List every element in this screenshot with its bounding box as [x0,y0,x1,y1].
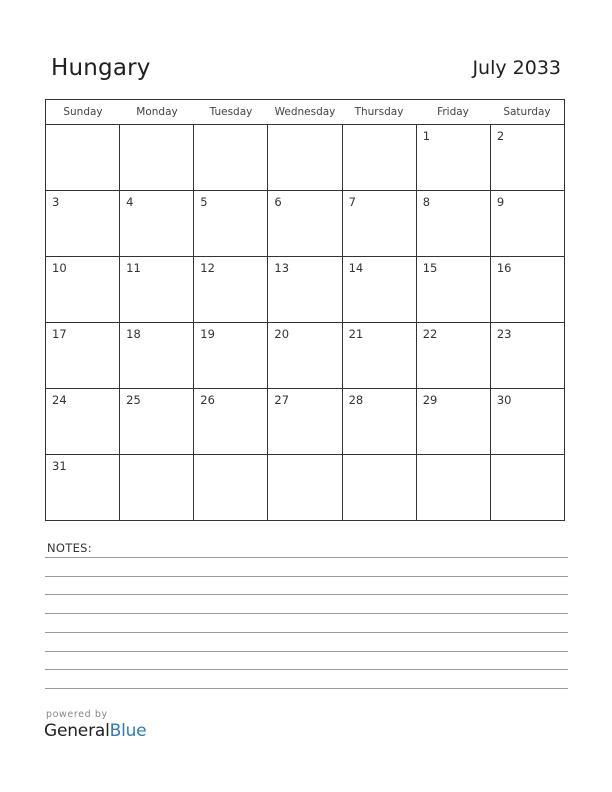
month-year-title: July 2033 [472,57,561,79]
day-cell [417,257,491,322]
day-number: 18 [126,327,141,341]
day-cell [343,323,417,388]
brand-part-general: General [44,721,110,741]
day-number: 2 [496,129,505,143]
day-cell [491,455,564,520]
day-cell [417,455,491,520]
day-cell [46,389,120,454]
day-cell [343,257,417,322]
day-number: 10 [52,261,67,275]
day-number: 14 [348,261,364,275]
day-cell [46,257,120,322]
day-cell [194,389,268,454]
day-cell [120,323,194,388]
day-number: 25 [126,393,141,407]
brand-part-blue: Blue [109,721,147,741]
day-number: 9 [496,195,505,209]
weekday-friday: Friday [437,106,469,118]
day-cell [194,191,268,256]
day-cell [268,323,342,388]
day-cell [491,389,564,454]
day-cell [268,125,342,190]
day-number: 28 [348,393,364,407]
day-cell [268,257,342,322]
note-line [45,613,568,614]
calendar-grid [45,99,565,521]
note-line [45,651,568,652]
day-cell [120,455,194,520]
weekday-thursday: Thursday [354,106,404,118]
day-cell [194,323,268,388]
day-number: 8 [422,195,431,209]
weekday-wednesday: Wednesday [274,106,336,118]
note-line [45,669,568,670]
day-number: 1 [422,129,431,143]
day-number: 15 [422,261,438,275]
day-number: 24 [52,393,67,407]
note-line [45,576,568,577]
week-row-1 [46,125,564,191]
day-number: 31 [52,459,67,473]
day-cell [491,191,564,256]
country-title: Hungary [51,55,151,81]
week-row-4 [46,323,564,389]
day-cell [417,191,491,256]
day-cell [491,323,564,388]
day-cell [417,323,491,388]
day-cell [46,455,120,520]
day-number: 17 [52,327,67,341]
note-line [45,594,568,595]
day-cell [46,323,120,388]
day-number: 11 [126,261,141,275]
day-cell [120,191,194,256]
day-number: 13 [274,261,290,275]
weekday-monday: Monday [136,106,178,118]
day-number: 22 [422,327,438,341]
day-number: 26 [200,393,215,407]
day-number: 6 [274,195,282,209]
day-cell [491,125,564,190]
day-number: 5 [200,195,208,209]
note-line [45,632,568,633]
day-number: 29 [422,393,438,407]
note-line [45,688,568,689]
day-cell [268,191,342,256]
day-cell [343,125,417,190]
note-line [45,557,568,558]
day-number: 19 [200,327,215,341]
day-number: 12 [200,261,215,275]
day-number: 23 [496,327,512,341]
day-cell [120,257,194,322]
day-cell [343,389,417,454]
day-number: 3 [52,195,60,209]
day-cell [194,125,268,190]
day-cell [343,191,417,256]
powered-by-text: powered by [46,709,108,720]
week-row-5 [46,389,564,455]
day-cell [343,455,417,520]
week-row-3 [46,257,564,323]
week-row-6 [46,455,564,520]
day-number: 20 [274,327,290,341]
day-number: 16 [496,261,512,275]
weekday-header-row [46,100,564,125]
notes-label: NOTES: [47,541,92,555]
weekday-sunday: Sunday [63,106,103,118]
day-number: 4 [126,195,134,209]
day-cell [46,125,120,190]
brand-logo [44,721,146,741]
day-number: 30 [496,393,512,407]
day-cell [417,389,491,454]
day-cell [46,191,120,256]
week-row-2 [46,191,564,257]
day-cell [417,125,491,190]
weekday-saturday: Saturday [503,106,551,118]
day-number: 21 [348,327,364,341]
day-cell [120,389,194,454]
weekday-tuesday: Tuesday [209,106,253,118]
day-cell [268,389,342,454]
day-cell [194,257,268,322]
day-cell [268,455,342,520]
day-cell [120,125,194,190]
day-cell [194,455,268,520]
day-number: 7 [348,195,356,209]
day-number: 27 [274,393,290,407]
day-cell [491,257,564,322]
